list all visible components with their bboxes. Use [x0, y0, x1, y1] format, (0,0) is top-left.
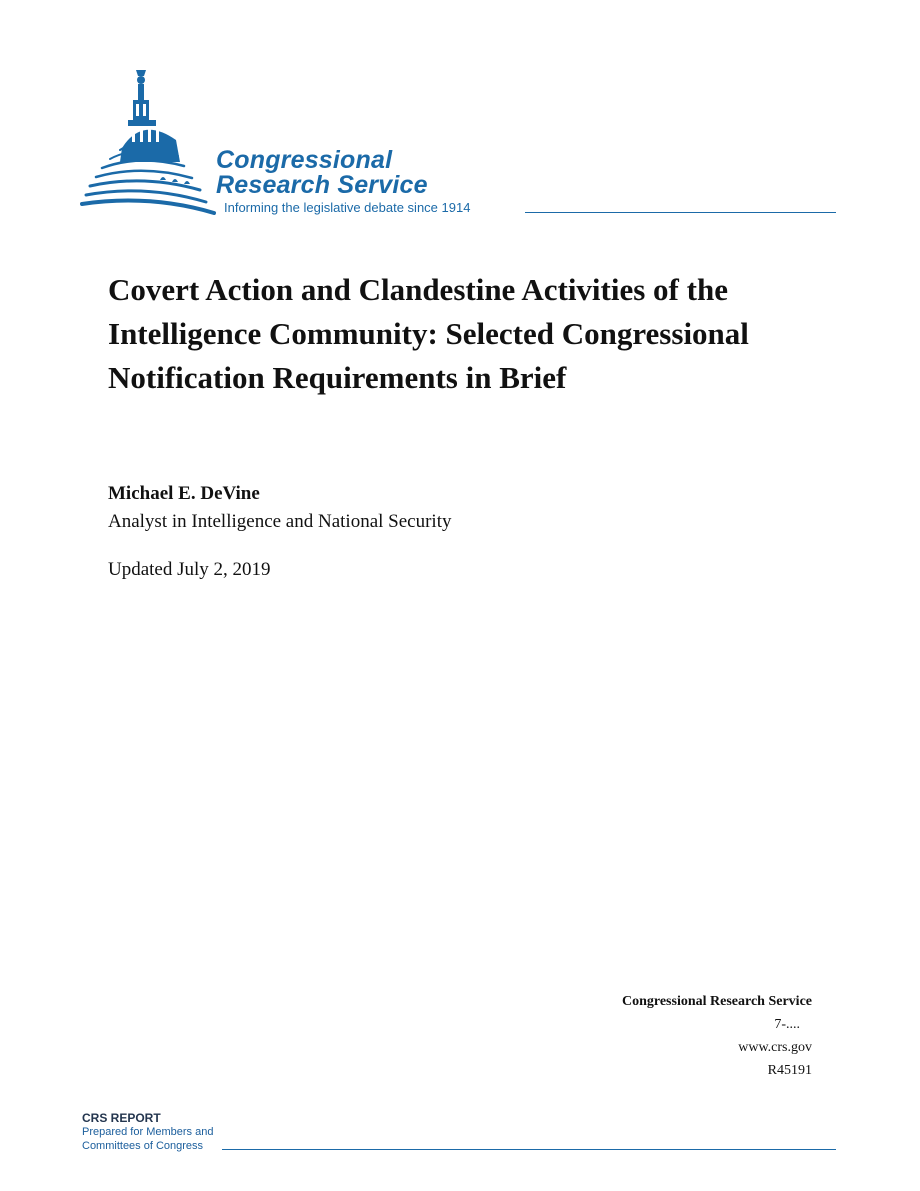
author-name: Michael E. DeVine	[108, 483, 260, 504]
publisher-code: 7-....	[774, 1017, 800, 1032]
footer-line2: Committees of Congress	[82, 1140, 204, 1152]
crs-report-label: CRS REPORT	[82, 1111, 161, 1125]
report-title: Covert Action and Clandestine Activities of the Intelligence Community: Selected Congressional Notification Requirements in Brief	[108, 272, 749, 395]
author-role: Analyst in Intelligence and National Security	[108, 511, 452, 532]
report-number: R45191	[767, 1063, 812, 1078]
logo-wordmark-line1: Congressional	[216, 146, 393, 174]
publisher-block	[622, 990, 812, 1082]
updated-date: Updated July 2, 2019	[108, 559, 271, 580]
logo-tagline: Informing the legislative debate since 1914	[224, 200, 471, 215]
logo-wordmark-line2: Research Service	[216, 171, 428, 199]
footer-line1: Prepared for Members and	[82, 1126, 214, 1138]
capitol-dome-icon	[80, 66, 220, 218]
publisher-website: www.crs.gov	[738, 1040, 812, 1055]
header-rule	[525, 212, 836, 213]
publisher-org: Congressional Research Service	[621, 994, 812, 1009]
footer-rule	[222, 1149, 836, 1150]
crs-report-footer	[82, 1111, 213, 1153]
